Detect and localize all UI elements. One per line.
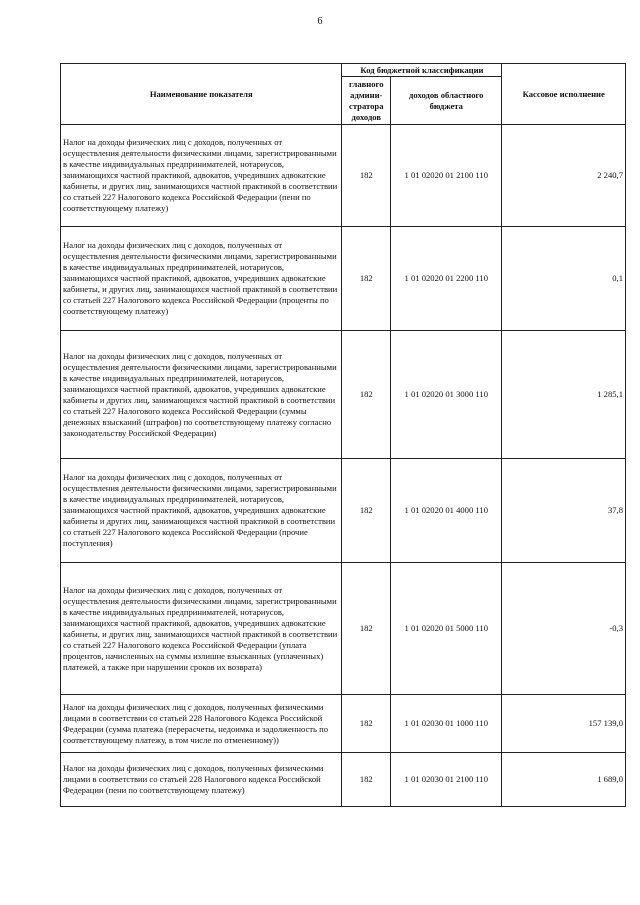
table-row xyxy=(61,125,626,227)
indicator-name: Налог на доходы физических лиц с доходов, полученных от осуществления деятельности физическими лицами, зарегистрированными в качестве индивидуальных предпринимателей, нотариусов, занимающихся частной практикой, адвокатов, учредивших адвокатские кабинеты, и других лиц, занимающихся частной практикой в соответствии со статьей 227 Налогового кодекса Российской Федерации (уплата процентов, начисленных на суммы излишне взысканных (уплаченных) платежей, а также при нарушении сроков их возврата) xyxy=(61,563,342,695)
indicator-name: Налог на доходы физических лиц с доходов, полученных физическими лицами в соответствии со статьей 228 Налогового Кодекса Российской Федерации (сумма платежа (перерасчеты, недоимка и задолженность по соответствующему платежу, в том числе по отмененному)) xyxy=(61,695,342,753)
header-main-administrator: главного админи-стратора доходов xyxy=(342,77,391,125)
table-body xyxy=(61,125,626,807)
table-row xyxy=(61,459,626,563)
page-number: 6 xyxy=(317,16,323,27)
table-row xyxy=(61,753,626,807)
administrator-code: 182 xyxy=(342,331,391,459)
table-row xyxy=(61,695,626,753)
cash-execution-value: 2 240,7 xyxy=(502,125,626,227)
indicator-name: Налог на доходы физических лиц с доходов, полученных от осуществления деятельности физическими лицами, зарегистрированными в качестве индивидуальных предпринимателей, нотариусов, занимающихся частной практикой, адвокатов, учредивших адвокатские кабинеты, и других лиц, занимающихся частной практикой в соответствии со статьей 227 Налогового кодекса Российской Федерации (проценты по соответствующему платежу) xyxy=(61,227,342,331)
cash-execution-value: 0,1 xyxy=(502,227,626,331)
cash-execution-value: 157 139,0 xyxy=(502,695,626,753)
indicator-name: Налог на доходы физических лиц с доходов, полученных от осуществления деятельности физическими лицами, зарегистрированными в качестве индивидуальных предпринимателей, нотариусов, занимающихся частной практикой, адвокатов, учредивших адвокатские кабинеты и других лиц, занимающихся частной практикой в соответствии со статьей 227 Налогового кодекса Российской Федерации (прочие поступления) xyxy=(61,459,342,563)
header-kbk-group: Код бюджетной классификации xyxy=(342,64,502,77)
table-row xyxy=(61,331,626,459)
indicator-name: Налог на доходы физических лиц с доходов, полученных физическими лицами в соответствии со статьей 228 Налогового кодекса Российской Федерации (пени по соответствующему платежу) xyxy=(61,753,342,807)
budget-classification-code: 1 01 02030 01 1000 110 xyxy=(391,695,502,753)
budget-classification-code: 1 01 02020 01 5000 110 xyxy=(391,563,502,695)
budget-classification-code: 1 01 02020 01 2200 110 xyxy=(391,227,502,331)
administrator-code: 182 xyxy=(342,125,391,227)
indicator-name: Налог на доходы физических лиц с доходов, полученных от осуществления деятельности физическими лицами, зарегистрированными в качестве индивидуальных предпринимателей, нотариусов, занимающихся частной практикой, адвокатов, учредивших адвокатские кабинеты, и других лиц, занимающихся частной практикой в соответствии со статьей 227 Налогового кодекса Российской Федерации (пени по соответствующему платежу) xyxy=(61,125,342,227)
budget-classification-code: 1 01 02020 01 4000 110 xyxy=(391,459,502,563)
header-cash-execution: Кассовое исполнение xyxy=(502,64,626,125)
budget-classification-code: 1 01 02030 01 2100 110 xyxy=(391,753,502,807)
budget-classification-code: 1 01 02020 01 3000 110 xyxy=(391,331,502,459)
administrator-code: 182 xyxy=(342,753,391,807)
administrator-code: 182 xyxy=(342,459,391,563)
cash-execution-value: 37,8 xyxy=(502,459,626,563)
cash-execution-value: -0,3 xyxy=(502,563,626,695)
header-regional-budget-income: доходов областного бюджета xyxy=(391,77,502,125)
table-row xyxy=(61,563,626,695)
header-indicator-name: Наименование показателя xyxy=(61,64,342,125)
budget-classification-code: 1 01 02020 01 2100 110 xyxy=(391,125,502,227)
cash-execution-value: 1 285,1 xyxy=(502,331,626,459)
administrator-code: 182 xyxy=(342,695,391,753)
cash-execution-value: 1 689,0 xyxy=(502,753,626,807)
administrator-code: 182 xyxy=(342,227,391,331)
budget-execution-table xyxy=(60,63,626,807)
administrator-code: 182 xyxy=(342,563,391,695)
indicator-name: Налог на доходы физических лиц с доходов, полученных от осуществления деятельности физическими лицами, зарегистрированными в качестве индивидуальных предпринимателей, нотариусов, занимающихся частной практикой, адвокатов, учредивших адвокатские кабинеты и других лиц, занимающихся частной практикой в соответствии со статьей 227 Налогового кодекса Российской Федерации (суммы денежных взысканий (штрафов) по соответствующему платежу согласно законодательству Российской Федерации) xyxy=(61,331,342,459)
table-row xyxy=(61,227,626,331)
